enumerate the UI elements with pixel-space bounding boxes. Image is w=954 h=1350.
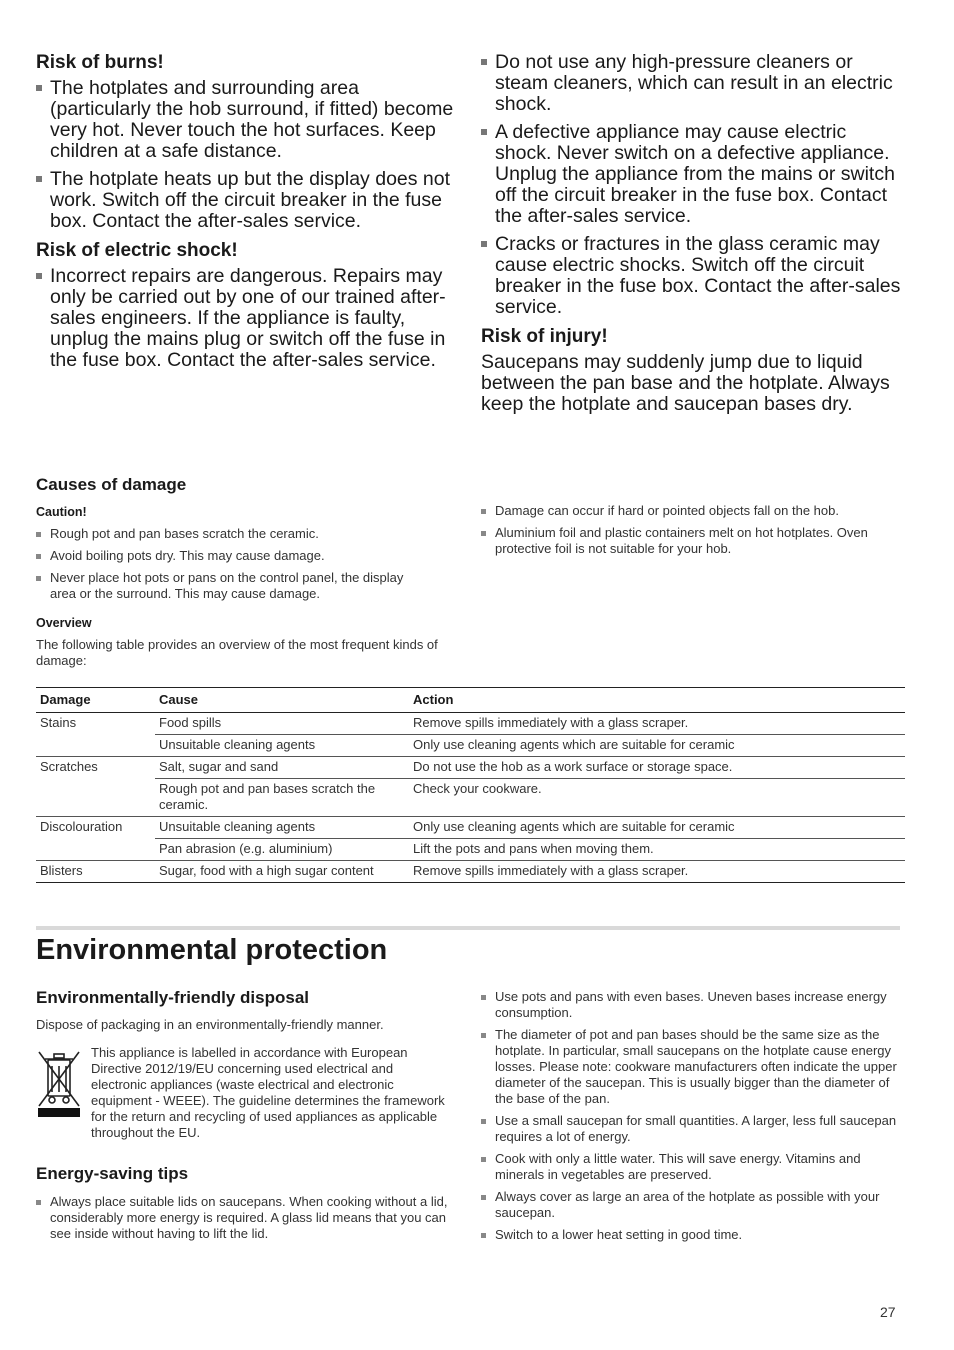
crossed-out-wheelie-bin-icon: [36, 1046, 82, 1120]
list-item: Use pots and pans with even bases. Uneven bases increase energy consumption.: [481, 989, 901, 1021]
list-item: Cook with only a little water. This will save energy. Vitamins and minerals in vegetables are preserved.: [481, 1151, 901, 1183]
column-header-cause: Cause: [155, 688, 409, 713]
list-item: Never place hot pots or pans on the control panel, the display area or the surround. This may cause damage.: [36, 570, 416, 602]
bullet-square-icon: [481, 1119, 486, 1124]
action-cell: Lift the pots and pans when moving them.: [409, 839, 905, 861]
damage-table: [36, 687, 905, 883]
cause-cell: Food spills: [155, 713, 409, 735]
section-divider: [36, 926, 900, 930]
causes-of-damage-heading: Causes of damage: [36, 475, 187, 494]
list-item: Rough pot and pan bases scratch the ceramic.: [36, 526, 416, 542]
damage-right-list: [481, 503, 901, 557]
column-header-damage: Damage: [36, 688, 155, 713]
weee-text: This appliance is labelled in accordance with European Directive 2012/19/EU concerning used electrical and electronic appliances (waste electrical and electronic equipment - WEEE). The guideline determines the framework for the return and recycling of used appliances as applicable throughout the EU.: [91, 1045, 445, 1140]
table-row: [36, 817, 905, 839]
overview-label: Overview: [36, 616, 92, 630]
table-row: [36, 713, 905, 735]
damage-right-column: [481, 503, 901, 563]
bullet-square-icon: [481, 1195, 486, 1200]
bullet-square-icon: [481, 241, 487, 247]
list-item: Damage can occur if hard or pointed objects fall on the hob.: [481, 503, 901, 519]
disposal-text: Dispose of packaging in an environmentally-friendly manner.: [36, 1017, 384, 1032]
list-item: Cracks or fractures in the glass ceramic may cause electric shocks. Switch off the circuit breaker in the fuse box. Contact the after-sales service.: [481, 234, 901, 318]
table-row: [36, 735, 905, 757]
list-item: Use a small saucepan for small quantities. A larger, less full saucepan requires a lot of energy.: [481, 1113, 901, 1145]
table-row: [36, 757, 905, 779]
warnings-right-column: [481, 52, 901, 415]
energy-left-list: [36, 1194, 461, 1242]
action-cell: Do not use the hob as a work surface or storage space.: [409, 757, 905, 779]
cause-cell: Rough pot and pan bases scratch the ceramic.: [155, 779, 409, 817]
list-item: Avoid boiling pots dry. This may cause damage.: [36, 548, 416, 564]
energy-saving-heading: Energy-saving tips: [36, 1164, 189, 1183]
bullet-square-icon: [36, 1200, 41, 1205]
cause-cell: Unsuitable cleaning agents: [155, 735, 409, 757]
action-cell: Only use cleaning agents which are suitable for ceramic: [409, 817, 905, 839]
page-number: 27: [880, 1304, 896, 1320]
bullet-square-icon: [36, 85, 42, 91]
action-cell: Only use cleaning agents which are suitable for ceramic: [409, 735, 905, 757]
risk-of-injury-heading: Risk of injury!: [481, 326, 608, 347]
shock-list: [36, 266, 461, 371]
damage-cell: Discolouration: [36, 817, 155, 861]
bullet-square-icon: [36, 576, 41, 581]
action-cell: Remove spills immediately with a glass scraper.: [409, 861, 905, 883]
list-item: Always place suitable lids on saucepans. When cooking without a lid, considerably more energy is required. A glass lid means that you can see inside without having to lift the lid.: [36, 1194, 461, 1242]
risk-of-injury-text: Saucepans may suddenly jump due to liquid between the pan base and the hotplate. Always keep the hotplate and saucepan bases dry.: [481, 351, 890, 415]
causes-of-damage-section: [36, 475, 461, 669]
bullet-square-icon: [481, 129, 487, 135]
bullet-square-icon: [481, 531, 486, 536]
list-item: Incorrect repairs are dangerous. Repairs may only be carried out by one of our trained after-sales engineers. If the appliance is faulty, unplug the mains plug or switch off the fuse in the fuse box. Contact the after-sales service.: [36, 266, 461, 371]
risk-of-burns-heading: Risk of burns!: [36, 52, 164, 73]
cause-cell: Salt, sugar and sand: [155, 757, 409, 779]
list-item: The hotplates and surrounding area (particularly the hob surround, if fitted) become very hot. Never touch the hot surfaces. Keep children at a safe distance.: [36, 78, 461, 162]
table-header-row: [36, 688, 905, 713]
disposal-heading: Environmentally-friendly disposal: [36, 988, 310, 1007]
energy-right-column: [481, 989, 901, 1249]
damage-cell: Blisters: [36, 861, 155, 883]
bullet-square-icon: [481, 509, 486, 514]
bullet-square-icon: [36, 554, 41, 559]
burns-list: [36, 78, 461, 232]
warnings-left-column: [36, 52, 461, 379]
action-cell: Remove spills immediately with a glass scraper.: [409, 713, 905, 735]
action-cell: Check your cookware.: [409, 779, 905, 817]
list-item: The diameter of pot and pan bases should be the same size as the hotplate. In particular, small saucepans on the hotplate cause energy losses. Please note: cookware manufacturers often indicate the upper diameter of the saucepan. This is usually bigger than the diameter of the base of the pan.: [481, 1027, 901, 1107]
list-item: Always cover as large an area of the hotplate as possible with your saucepan.: [481, 1189, 901, 1221]
shock-continued-list: [481, 52, 901, 318]
list-item: Switch to a lower heat setting in good time.: [481, 1227, 901, 1243]
disposal-section: [36, 988, 461, 1033]
damage-cell: Stains: [36, 713, 155, 757]
cause-cell: Unsuitable cleaning agents: [155, 817, 409, 839]
bullet-square-icon: [36, 273, 42, 279]
damage-cell: Scratches: [36, 757, 155, 817]
table-row: [36, 839, 905, 861]
overview-text: The following table provides an overview of the most frequent kinds of damage:: [36, 637, 438, 668]
table-row: [36, 779, 905, 817]
caution-label: Caution!: [36, 505, 87, 519]
bullet-square-icon: [481, 1157, 486, 1162]
list-item: Do not use any high-pressure cleaners or steam cleaners, which can result in an electric shock.: [481, 52, 901, 115]
cause-cell: Pan abrasion (e.g. aluminium): [155, 839, 409, 861]
caution-list: [36, 526, 416, 602]
bullet-square-icon: [481, 1233, 486, 1238]
bullet-square-icon: [481, 1033, 486, 1038]
bullet-square-icon: [481, 59, 487, 65]
table-row: [36, 861, 905, 883]
bullet-square-icon: [36, 176, 42, 182]
cause-cell: Sugar, food with a high sugar content: [155, 861, 409, 883]
energy-saving-section: [36, 1164, 461, 1248]
bullet-square-icon: [481, 995, 486, 1000]
risk-of-electric-shock-heading: Risk of electric shock!: [36, 240, 238, 261]
environmental-protection-heading: Environmental protection: [36, 934, 388, 966]
list-item: The hotplate heats up but the display does not work. Switch off the circuit breaker in the fuse box. Contact the after-sales service.: [36, 169, 461, 232]
list-item: A defective appliance may cause electric shock. Never switch on a defective appliance. Unplug the appliance from the mains or switch off the circuit breaker in the fuse box. Contact the after-sales service.: [481, 122, 901, 227]
bullet-square-icon: [36, 532, 41, 537]
energy-right-list: [481, 989, 901, 1243]
column-header-action: Action: [409, 688, 905, 713]
list-item: Aluminium foil and plastic containers melt on hot hotplates. Oven protective foil is not suitable for your hob.: [481, 525, 901, 557]
